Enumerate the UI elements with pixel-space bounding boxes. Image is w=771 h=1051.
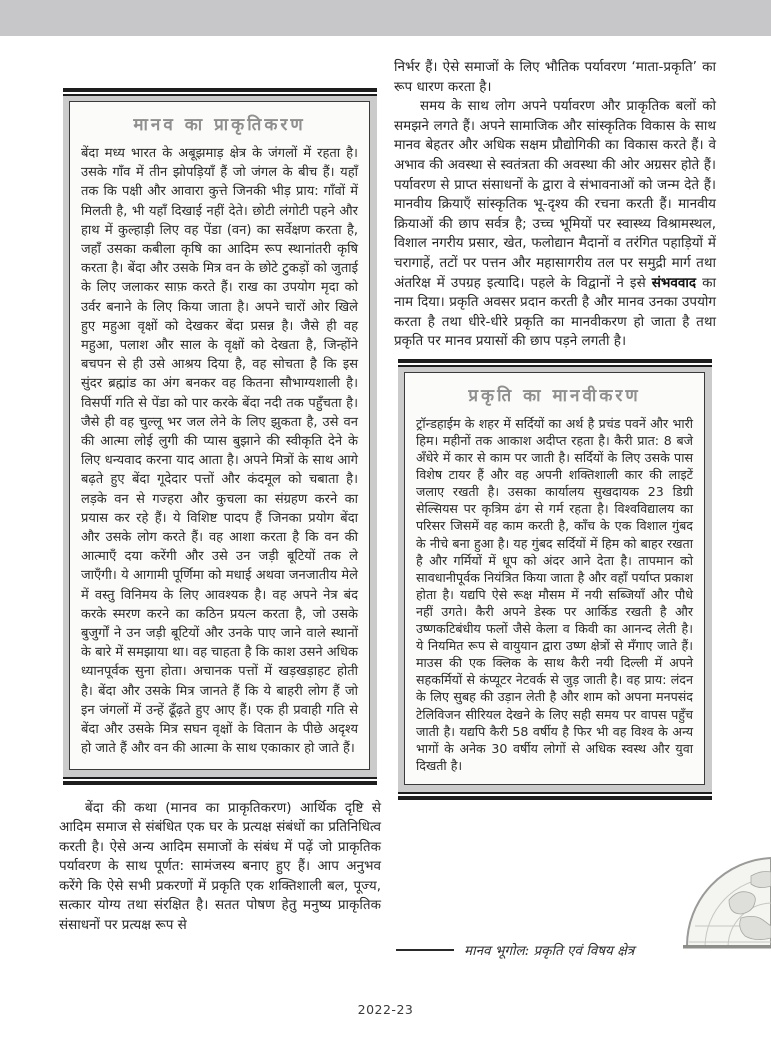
box-humanization-title: प्रकृति का मानवीकरण [468,385,641,406]
possibilism-bold-term: संभववाद [651,274,697,291]
footer-rule [396,949,454,952]
right-paragraph-main-tail: का नाम दिया। प्रकृति अवसर प्रदान करती है और मानव उनका उपयोग करता है तथा धीरे-धीरे प्रकृति का मानवीकरण हो जाता है तथा प्रकृति पर मानव प्रयासों की छाप पड़ने लगती है। [394,274,716,350]
box-humanization [398,359,712,800]
rule-thin [398,792,712,794]
left-closing-paragraph: बेंदा की कथा (मानव का प्राकृतिकरण) आर्थिक दृष्टि से आदिम समाज से संबंधित एक घर के प्रत्यक्ष संबंधों का प्रतिनिधित्व करती है। ऐसे अन्य आदिम समाजों के संबंध में पढ़ें जो प्राकृतिक पर्यावरण के साथ पूर्णत: सामंजस्य बनाए हुए हैं। आप अनुभव करेंगे कि ऐसे सभी प्रकरणों में प्रकृति एक शक्तिशाली बल, पूज्य, सत्कार योग्य तथा संरक्षित है। सतत पोषण हेतु मनुष्य प्राकृतिक संसाधनों पर प्रत्यक्ष रूप से [59,799,381,934]
right-column [394,58,716,800]
box-top-rule [398,359,712,367]
box-inner [69,101,370,770]
year-mark: 2022-23 [357,1002,414,1017]
box-top-rule [63,88,377,96]
left-column [59,88,381,936]
box-naturalization-body: बेंदा मध्य भारत के अबूझमाड़ क्षेत्र के जंगलों में रहता है। उसके गाँव में तीन झोपड़ियाँ हैं जो जंगल के बीच हैं। यहाँ तक कि पक्षी और आवारा कुत्ते जिनकी भीड़ प्राय: गाँवों में मिलती है, भी यहाँ दिखाई नहीं देते। छोटी लंगोटी पहने और हाथ में कुल्हाड़ी लिए वह पेंडा (वन) का सर्वेक्षण करता है, जहाँ उसका कबीला कृषि का आदिम रूप स्थानांतरी कृषि करता है। बेंदा और उसके मित्र वन के छोटे टुकड़ों को जुताई के लिए जलाकर साफ़ करते हैं। राख का उपयोग मृदा को उर्वर बनाने के लिए किया जाता है। अपने चारों ओर खिले हुए महुआ वृक्षों को देखकर बेंदा प्रसन्न है। जैसे ही वह महुआ, पलाश और साल के वृक्षों को देखता है, जिन्होंने बचपन से ही उसे आश्रय दिया है, वह सोचता है कि इस सुंदर ब्रह्मांड का अंग बनकर वह कितना सौभाग्यशाली है। विसर्पी गति से पेंडा को पार करके बेंदा नदी तक पहुँचता है। जैसे ही वह चुल्लू भर जल लेने के लिए झुकता है, उसे वन की आत्मा लोई लुगी की प्यास बुझाने की स्वीकृति देने के लिए धन्यवाद करना याद आता है। अपने मित्रों के साथ आगे बढ़ते हुए बेंदा गूदेदार पत्तों और कंदमूल को चबाता है। लड़के वन से गज्हरा और कुचला का संग्रहण करने का प्रयास कर रहे हैं। ये विशिष्ट पादप हैं जिनका प्रयोग बेंदा और उसके लोग करते हैं। वह आशा करता है कि वन की आत्माएँ दया करेंगी और उसे उन जड़ी बूटियों तक ले जाएँगी। ये आगामी पूर्णिमा को मधाई अथवा जनजातीय मेले में वस्तु विनिमय के लिए आवश्यक है। वह अपने नेत्र बंद करके स्मरण करने का कठिन प्रयत्न करता है, जो उसके बुजुर्गों ने उन जड़ी बूटियों और उनके पाए जाने वाले स्थानों के बारे में समझाया था। वह चाहता है कि काश उसने अधिक ध्यानपूर्वक सुना होता। अचानक पत्तों में खड़खड़ाहट होती है। बेंदा और उसके मित्र जानते हैं कि ये बाहरी लोग हैं जो इन जंगलों में उन्हें ढूँढ़ते हुए आए हैं। एक ही प्रवाही गति से बेंदा और उसके मित्र सघन वृक्षों के वितान के पीछे अदृश्य हो जाते हैं और वन की आत्मा के साथ एकाकार हो जाते हैं। [81,146,358,757]
rule-thick [398,359,712,363]
top-gray-bar [0,0,771,36]
box-shadow-frame [398,367,712,792]
right-paragraph-main-text: समय के साथ लोग अपने पर्यावरण और प्राकृतिक बलों को समझने लगते हैं। अपने सामाजिक और सांस्कृतिक विकास के साथ मानव बेहतर और अधिक सक्षम प्रौद्योगिकी का विकास करते हैं। वे अभाव की अवस्था से स्वतंत्रता की अवस्था की ओर अग्रसर होते हैं। पर्यावरण से प्राप्त संसाधनों के द्वारा वे संभावनाओं को जन्म देते हैं। मानवीय क्रियाएँ सांस्कृतिक भू-दृश्य की रचना करती हैं। मानवीय क्रियाओं की छाप सर्वत्र है; उच्च भूमियों पर स्वास्थ्य विश्रामस्थल, विशाल नगरीय प्रसार, खेत, फलोद्यान मैदानों व तरंगित पहाड़ियों में चरागाहें, तटों पर पत्तन और महासागरीय तल पर समुद्री मार्ग तथा अंतरिक्ष में उपग्रह इत्यादि। पहले के विद्वानों ने इसे [394,98,716,291]
box-bottom-rule [398,792,712,800]
page-footer [396,941,634,959]
footer-chapter-title: मानव भूगोल: प्रकृति एवं विषय क्षेत्र [464,943,635,959]
box-inner [404,372,705,785]
box-naturalization [63,88,377,785]
rule-thin [63,777,377,779]
rule-thick [63,781,377,785]
box-bottom-rule [63,777,377,785]
rule-thick [63,88,377,92]
box-naturalization-title: मानव का प्राकृतिकरण [133,115,306,135]
rule-thick [398,796,712,800]
right-paragraph-main [394,97,716,352]
box-humanization-body: ट्रॉन्डहाईम के शहर में सर्दियों का अर्थ है प्रचंड पवनें और भारी हिम। महीनों तक आकाश अदीप्त रहता है। कैरी प्रात: 8 बजे अँधेरे में कार से काम पर जाती है। सर्दियों के लिए उसके पास विशेष टायर हैं और वह अपनी शक्तिशाली कार की लाइटें जलाए रखती है। उसका कार्यालय सुखदायक 23 डिग्री सेल्सियस पर कृत्रिम ढंग से गर्म रहता है। विश्वविद्यालय का परिसर जिसमें वह काम करती है, काँच के एक विशाल गुंबद के नीचे बना हुआ है। यह गुंबद सर्दियों में हिम को बाहर रखता है और गर्मियों में धूप को अंदर आने देता है। तापमान को सावधानीपूर्वक नियंत्रित किया जाता है और वहाँ पर्याप्त प्रकाश होता है। यद्यपि ऐसे रूक्ष मौसम में नयी सब्जियाँ और पौधे नहीं उगते। कैरी अपने डेस्क पर आर्किड रखती है और उष्णकटिबंधीय फलों जैसे केला व किवी का आनन्द लेती है। ये नियमित रूप से वायुयान द्वारा उष्ण क्षेत्रों से मँगाए जाते हैं। माउस की एक क्लिक के साथ कैरी नयी दिल्ली में अपने सहकर्मियों से कंप्यूटर नेटवर्क से जुड़ जाती है। वह प्राय: लंदन के लिए सुबह की उड़ान लेती है और शाम को अपना मनपसंद टेलिविजन सीरियल देखने के लिए सही समय पर वापस पहुँच जाती है। यद्यपि कैरी 58 वर्षीय है फिर भी वह विश्व के अन्य भागों के अनेक 30 वर्षीय लोगों से अधिक स्वस्थ और युवा दिखती है। [416,415,693,773]
right-paragraph-continuation: निर्भर हैं। ऐसे समाजों के लिए भौतिक पर्यावरण ‘माता-प्रकृति’ का रूप धारण करता है। [394,59,716,95]
globe-graphic [681,848,771,960]
box-shadow-frame [63,96,377,777]
